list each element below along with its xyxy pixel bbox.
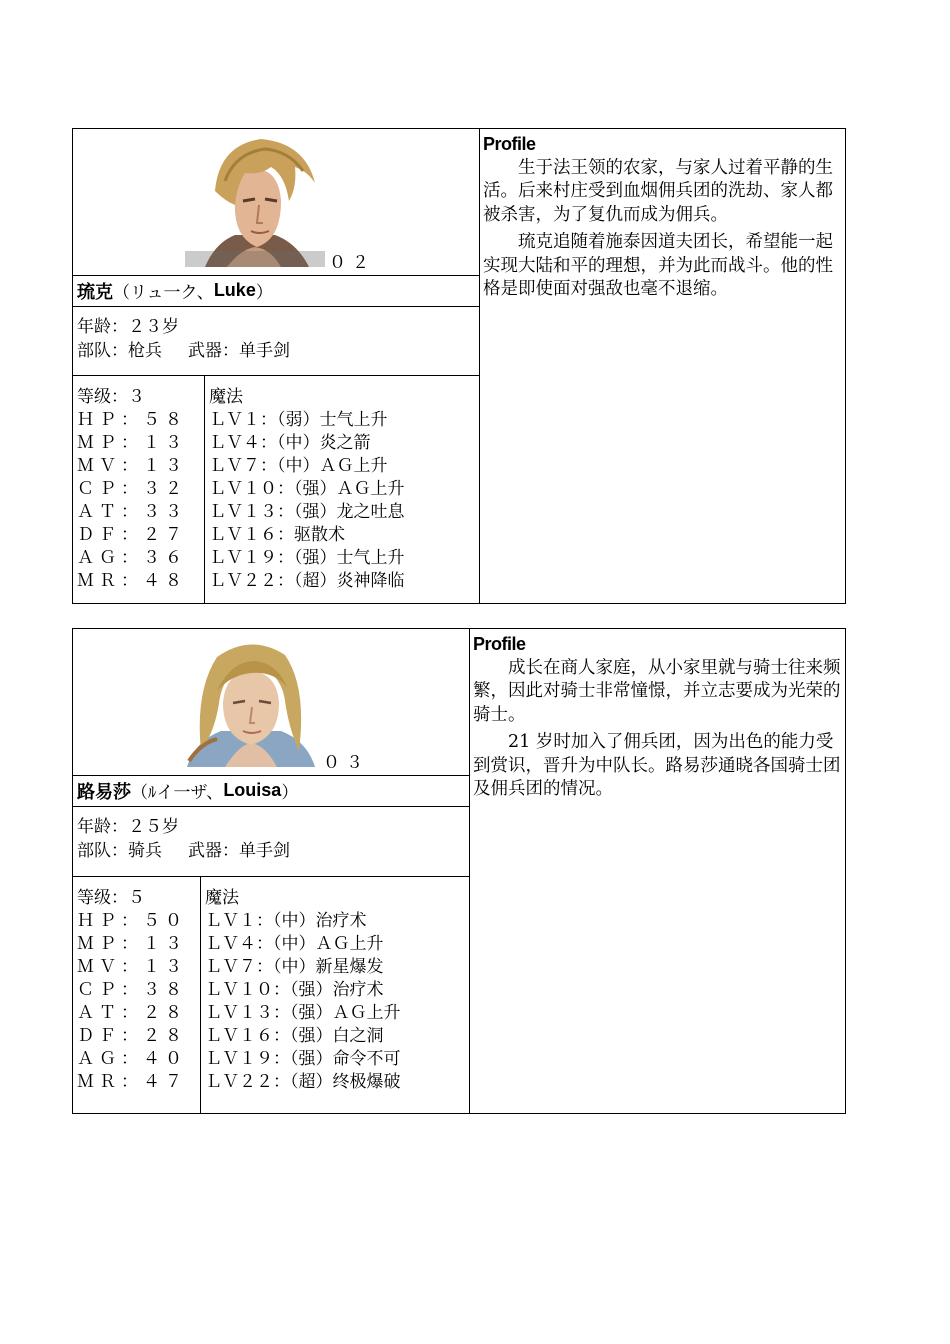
- stat-cp: ＣＰ：３２: [77, 479, 187, 499]
- magic-item: ＬＶ７：（中）新星爆发: [205, 957, 384, 977]
- stats-row: [73, 376, 479, 603]
- stat-mp: ＭＰ：１３: [77, 934, 187, 954]
- weapon: 武器：单手剑: [188, 341, 290, 361]
- stat-list: [73, 877, 201, 1113]
- magic-item: ＬＶ７：（中）ＡＧ上升: [209, 456, 388, 476]
- character-number: ０２: [329, 253, 375, 273]
- magic-title: 魔法: [209, 387, 243, 407]
- stat-ag: ＡＧ：４０: [77, 1049, 187, 1069]
- character-info-panel: [73, 129, 480, 603]
- age: 年龄：２３岁: [77, 317, 179, 337]
- stat-mr: ＭＲ：４７: [77, 1072, 187, 1092]
- portrait-row: [73, 129, 479, 276]
- character-card-luke: [72, 128, 846, 604]
- age: 年龄：２５岁: [77, 817, 179, 837]
- stat-df: ＤＦ：２７: [77, 525, 187, 545]
- name-en: Luke: [213, 280, 256, 300]
- profile-paragraph: 成长在商人家庭，从小家里就与骑士往来频繁，因此对骑士非常憧憬，并立志要成为光荣的骑士。: [473, 657, 841, 725]
- character-info-panel: [73, 629, 470, 1113]
- character-card-louisa: [72, 628, 846, 1114]
- stats-row: [73, 877, 469, 1113]
- name-kana: （リュ一ク、: [113, 283, 214, 303]
- weapon: 武器：单手剑: [188, 841, 290, 861]
- stat-cp: ＣＰ：３８: [77, 980, 187, 1000]
- name-close: ）: [255, 283, 273, 303]
- unit: 部队：枪兵: [77, 341, 162, 361]
- profile-title: Profile: [473, 634, 526, 654]
- louisa-portrait: [181, 631, 319, 767]
- name-en: Louisa: [223, 780, 282, 800]
- stat-ag: ＡＧ：３６: [77, 548, 187, 568]
- magic-item: ＬＶ４：（中）炎之箭: [209, 433, 371, 453]
- name-kana: （ﾙイ一ザ、: [131, 783, 224, 803]
- stat-mp: ＭＰ：１３: [77, 433, 187, 453]
- magic-item: ＬＶ１：（弱）士气上升: [209, 410, 388, 430]
- magic-item: ＬＶ４：（中）ＡＧ上升: [205, 934, 384, 954]
- stat-at: ＡＴ：２８: [77, 1003, 187, 1023]
- magic-item: ＬＶ１：（中）治疗术: [205, 911, 367, 931]
- profile-paragraph: 琉克追随着施泰因道夫团长，希望能一起实现大陆和平的理想，并为此而战斗。他的性格是即使面对强敌也毫不退缩。: [483, 232, 833, 299]
- magic-list: [205, 376, 479, 603]
- magic-item: ＬＶ１９：（强）命令不可: [205, 1049, 401, 1069]
- stat-hp: ＨＰ：５０: [77, 911, 187, 931]
- stat-mv: ＭＶ：１３: [77, 456, 187, 476]
- profile-panel: [479, 129, 845, 603]
- magic-item: ＬＶ１０：（强）ＡＧ上升: [209, 479, 405, 499]
- profile-paragraph: 21 岁时加入了佣兵团，因为出色的能力受到赏识，晋升为中队长。路易莎通晓各国骑士团及佣兵团的情况。: [473, 732, 841, 799]
- character-name-row: [73, 775, 469, 807]
- magic-item: ＬＶ１３：（强）ＡＧ上升: [205, 1003, 401, 1023]
- basic-info: [73, 807, 469, 877]
- magic-item: ＬＶ１３：（强）龙之吐息: [209, 502, 405, 522]
- luke-portrait: [185, 131, 325, 267]
- stat-mr: ＭＲ：４８: [77, 571, 187, 591]
- name-close: ）: [281, 783, 299, 803]
- character-number: ０３: [323, 753, 369, 773]
- portrait-row: [73, 629, 469, 776]
- magic-item: ＬＶ１０：（强）治疗术: [205, 980, 384, 1000]
- stat-mv: ＭＶ：１３: [77, 957, 187, 977]
- profile-panel: [469, 629, 845, 1113]
- unit: 部队：骑兵: [77, 841, 162, 861]
- character-name-row: [73, 275, 479, 307]
- magic-item: ＬＶ１６：（强）白之洞: [205, 1026, 384, 1046]
- name-cn: 路易莎: [77, 781, 131, 803]
- stat-df: ＤＦ：２８: [77, 1026, 187, 1046]
- magic-item: ＬＶ１６：驱散术: [209, 525, 345, 545]
- stat-list: [73, 376, 205, 603]
- basic-info: [73, 307, 479, 376]
- magic-title: 魔法: [205, 888, 239, 908]
- magic-item: ＬＶ２２：（超）终极爆破: [205, 1072, 401, 1092]
- magic-list: [201, 877, 469, 1113]
- level: 等级：５: [77, 888, 145, 908]
- magic-item: ＬＶ１９：（强）士气上升: [209, 548, 405, 568]
- magic-item: ＬＶ２２：（超）炎神降临: [209, 571, 405, 591]
- name-cn: 琉克: [77, 281, 113, 303]
- profile-paragraph: 生于法王领的农家，与家人过着平静的生活。后来村庄受到血烟佣兵团的洗劫、家人都被杀害，为了复仇而成为佣兵。: [483, 157, 833, 225]
- stat-at: ＡＴ：３３: [77, 502, 187, 522]
- stat-hp: ＨＰ：５８: [77, 410, 187, 430]
- level: 等级：３: [77, 387, 145, 407]
- profile-title: Profile: [483, 134, 536, 154]
